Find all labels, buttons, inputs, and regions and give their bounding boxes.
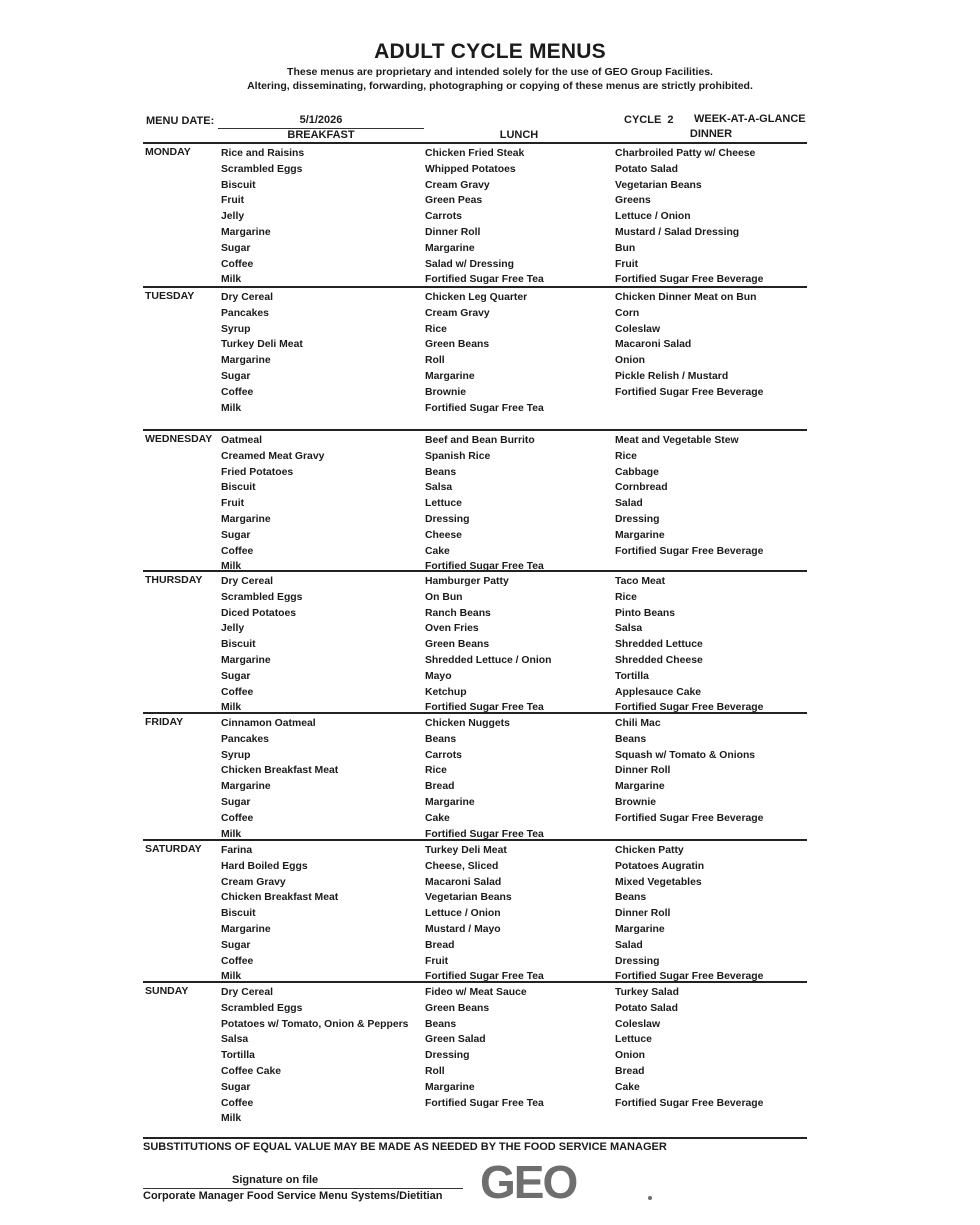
lunch-item: Green Beans [425,339,490,351]
lunch-item: Chicken Fried Steak [425,148,525,159]
lunch-item: Bread [425,781,455,793]
dinner-item: Fortified Sugar Free Beverage [615,274,764,286]
lunch-item: Fortified Sugar Free Tea [425,402,544,414]
day-name: FRIDAY [145,716,184,728]
breakfast-item: Syrup [221,749,251,761]
breakfast-item: Biscuit [221,179,256,191]
signature-value: Signature on file [232,1174,319,1186]
lunch-item: Chicken Leg Quarter [425,292,528,303]
breakfast-list [221,985,408,1127]
lunch-item: Fortified Sugar Free Tea [425,561,544,573]
lunch-item: Turkey Deli Meat [425,845,507,856]
column-header-breakfast: BREAKFAST [287,129,355,141]
geo-logo [478,1158,664,1204]
breakfast-item: Creamed Meat Gravy [221,450,325,462]
dinner-item: Dinner Roll [615,908,671,920]
lunch-item: Cheese [425,529,462,541]
breakfast-item: Margarine [221,226,271,238]
dinner-item: Dressing [615,955,660,967]
breakfast-item: Scrambled Eggs [221,591,303,603]
day-name: SUNDAY [145,985,189,997]
dinner-item: Mixed Vegetables [615,876,702,888]
breakfast-item: Sugar [221,242,251,254]
lunch-list [425,985,544,1111]
dinner-item: Beans [615,733,647,745]
day-name: MONDAY [145,146,191,158]
dinner-list [615,843,763,985]
breakfast-item: Oatmeal [221,435,263,446]
dinner-item: Fortified Sugar Free Beverage [615,545,764,557]
dinner-item: Lettuce / Onion [615,211,691,223]
breakfast-item: Sugar [221,939,251,951]
breakfast-list [221,433,324,575]
breakfast-item: Sugar [221,529,251,541]
dinner-item: Onion [615,1050,646,1062]
dinner-item: Applesauce Cake [615,686,702,698]
dinner-item: Coleslaw [615,323,661,335]
lunch-item: Dressing [425,513,470,525]
breakfast-item: Dry Cereal [221,576,273,587]
breakfast-item: Coffee [221,386,254,398]
lunch-item: Cheese, Sliced [425,860,499,872]
lunch-item: Beans [425,1018,457,1030]
dinner-item: Margarine [615,529,665,541]
dinner-item: Fruit [615,258,639,270]
lunch-item: Roll [425,355,445,367]
lunch-item: Mustard / Mayo [425,923,501,935]
menu-date-value: 5/1/2026 [299,114,343,126]
breakfast-item: Coffee [221,955,254,967]
lunch-item: Brownie [425,386,466,398]
breakfast-item: Fruit [221,195,245,207]
breakfast-list [221,574,302,716]
breakfast-item: Margarine [221,513,271,525]
lunch-item: Roll [425,1065,445,1077]
lunch-item: Green Salad [425,1034,486,1046]
lunch-item: Green Beans [425,1002,490,1014]
lunch-item: Margarine [425,1081,475,1093]
lunch-item: Macaroni Salad [425,876,502,888]
dinner-list [615,716,763,827]
breakfast-item: Pancakes [221,733,269,745]
dinner-item: Coleslaw [615,1018,661,1030]
breakfast-item: Turkey Deli Meat [221,339,303,351]
lunch-item: Cream Gravy [425,307,490,319]
dinner-item: Fortified Sugar Free Beverage [615,386,764,398]
dinner-item: Salad [615,939,643,951]
breakfast-item: Jelly [221,211,245,223]
lunch-item: Hamburger Patty [425,576,509,587]
lunch-item: Salad w/ Dressing [425,258,514,270]
lunch-item: Green Peas [425,195,483,207]
breakfast-item: Dry Cereal [221,292,273,303]
dinner-item: Meat and Vegetable Stew [615,435,739,446]
breakfast-item: Milk [221,1113,242,1125]
dinner-item: Potatoes Augratin [615,860,705,872]
breakfast-item: Fried Potatoes [221,466,294,478]
dinner-item: Tortilla [615,670,649,682]
dinner-item: Brownie [615,796,656,808]
lunch-item: Margarine [425,370,475,382]
lunch-list [425,290,544,416]
dinner-item: Dressing [615,513,660,525]
breakfast-item: Sugar [221,670,251,682]
dinner-list [615,985,763,1111]
breakfast-item: Jelly [221,623,245,635]
breakfast-item: Sugar [221,370,251,382]
lunch-item: On Bun [425,591,463,603]
lunch-item: Spanish Rice [425,450,491,462]
day-name: SATURDAY [145,843,202,855]
lunch-item: Whipped Potatoes [425,163,516,175]
column-header-lunch: LUNCH [499,129,539,141]
dinner-item: Margarine [615,781,665,793]
breakfast-item: Diced Potatoes [221,607,297,619]
breakfast-item: Syrup [221,323,251,335]
dinner-item: Rice [615,450,637,462]
lunch-list [425,146,544,288]
lunch-item: Lettuce / Onion [425,908,501,920]
lunch-list [425,843,544,985]
dinner-list [615,290,763,401]
dinner-list [615,146,763,288]
substitutions-note: SUBSTITUTIONS OF EQUAL VALUE MAY BE MADE AS NEEDED BY THE FOOD SERVICE MANAGER [143,1141,667,1153]
dinner-item: Pickle Relish / Mustard [615,370,729,382]
breakfast-item: Milk [221,561,242,573]
breakfast-item: Coffee [221,258,254,270]
dinner-item: Margarine [615,923,665,935]
dinner-item: Bun [615,242,636,254]
dinner-item: Shredded Cheese [615,654,703,666]
dinner-item: Shredded Lettuce [615,639,703,651]
dinner-item: Cabbage [615,466,659,478]
breakfast-item: Scrambled Eggs [221,1002,303,1014]
dinner-item: Potato Salad [615,1002,678,1014]
day-block-friday [143,712,807,840]
dinner-item: Charbroiled Patty w/ Cheese [615,148,756,159]
breakfast-item: Cream Gravy [221,876,286,888]
dinner-item: Salsa [615,623,643,635]
dinner-item: Fortified Sugar Free Beverage [615,702,764,714]
breakfast-item: Hard Boiled Eggs [221,860,308,872]
day-block-thursday [143,570,807,714]
day-name: THURSDAY [145,574,203,586]
dinner-item: Onion [615,355,646,367]
dinner-item: Greens [615,195,651,207]
menu-date-label: MENU DATE: [146,115,215,127]
breakfast-item: Rice and Raisins [221,148,305,159]
lunch-item: Dinner Roll [425,226,481,238]
breakfast-item: Dry Cereal [221,987,273,998]
breakfast-list [221,843,338,985]
breakfast-item: Margarine [221,781,271,793]
breakfast-item: Scrambled Eggs [221,163,303,175]
lunch-item: Mayo [425,670,452,682]
breakfast-item: Coffee [221,686,254,698]
breakfast-item: Coffee [221,545,254,557]
lunch-item: Cake [425,812,450,824]
dinner-item: Cornbread [615,482,668,494]
breakfast-item: Coffee [221,1097,254,1109]
breakfast-item: Milk [221,828,242,840]
dinner-item: Vegetarian Beans [615,179,702,191]
lunch-item: Beans [425,733,457,745]
lunch-item: Margarine [425,242,475,254]
breakfast-item: Potatoes w/ Tomato, Onion & Peppers [221,1018,409,1030]
dinner-list [615,433,763,559]
day-name: TUESDAY [145,290,195,302]
column-header-dinner: DINNER [689,128,733,140]
breakfast-item: Margarine [221,654,271,666]
breakfast-item: Farina [221,845,253,856]
dinner-item: Fortified Sugar Free Beverage [615,1097,764,1109]
dinner-item: Chili Mac [615,718,661,729]
lunch-item: Cream Gravy [425,179,490,191]
day-block-saturday [143,839,807,983]
lunch-item: Fortified Sugar Free Tea [425,274,544,286]
breakfast-item: Cinnamon Oatmeal [221,718,316,729]
breakfast-item: Sugar [221,796,251,808]
breakfast-item: Chicken Breakfast Meat [221,765,339,777]
lunch-list [425,574,551,716]
lunch-item: Cake [425,545,450,557]
breakfast-item: Milk [221,702,242,714]
lunch-item: Beef and Bean Burrito [425,435,535,446]
lunch-item: Bread [425,939,455,951]
dinner-item: Lettuce [615,1034,652,1046]
week-at-a-glance-label: WEEK-AT-A-GLANCE [694,113,806,125]
dinner-item: Macaroni Salad [615,339,692,351]
lunch-item: Rice [425,323,447,335]
breakfast-item: Coffee [221,812,254,824]
lunch-item: Chicken Nuggets [425,718,510,729]
breakfast-item: Margarine [221,923,271,935]
breakfast-list [221,146,304,288]
lunch-item: Carrots [425,211,462,223]
dinner-item: Fortified Sugar Free Beverage [615,971,764,983]
dinner-item: Chicken Patty [615,845,684,856]
breakfast-item: Sugar [221,1081,251,1093]
lunch-item: Dressing [425,1050,470,1062]
breakfast-item: Chicken Breakfast Meat [221,892,339,904]
dinner-item: Pinto Beans [615,607,676,619]
dinner-item: Squash w/ Tomato & Onions [615,749,756,761]
breakfast-item: Tortilla [221,1050,255,1062]
dinner-item: Rice [615,591,637,603]
day-name: WEDNESDAY [145,433,213,445]
geo-logo-text: GEO [480,1158,577,1204]
dinner-item: Mustard / Salad Dressing [615,226,740,238]
day-block-wednesday [143,429,807,573]
breakfast-item: Biscuit [221,639,256,651]
dinner-item: Salad [615,498,643,510]
breakfast-item: Pancakes [221,307,269,319]
lunch-item: Shredded Lettuce / Onion [425,654,552,666]
lunch-item: Green Beans [425,639,490,651]
lunch-item: Salsa [425,482,453,494]
lunch-item: Fruit [425,955,449,967]
logo-dot-icon [648,1196,652,1200]
dinner-item: Dinner Roll [615,765,671,777]
signature-title: Corporate Manager Food Service Menu Systems/Dietitian [143,1190,443,1202]
breakfast-item: Margarine [221,355,271,367]
breakfast-item: Milk [221,402,242,414]
lunch-item: Vegetarian Beans [425,892,512,904]
day-block-sunday [143,981,807,1125]
breakfast-item: Milk [221,971,242,983]
dinner-item: Fortified Sugar Free Beverage [615,812,764,824]
dinner-item: Taco Meat [615,576,666,587]
signature-rule [143,1188,463,1189]
dinner-item: Beans [615,892,647,904]
lunch-item: Ketchup [425,686,467,698]
lunch-item: Margarine [425,796,475,808]
dinner-item: Bread [615,1065,645,1077]
breakfast-item: Biscuit [221,482,256,494]
lunch-list [425,433,544,575]
page-title: ADULT CYCLE MENUS [374,40,606,63]
cycle-label: CYCLE 2 [624,114,674,126]
breakfast-item: Milk [221,274,242,286]
lunch-item: Fortified Sugar Free Tea [425,971,544,983]
lunch-item: Fortified Sugar Free Tea [425,702,544,714]
breakfast-item: Biscuit [221,908,256,920]
dinner-item: Cake [615,1081,640,1093]
lunch-item: Rice [425,765,447,777]
lunch-item: Carrots [425,749,462,761]
notice-line-2: Altering, disseminating, forwarding, photographing or copying of these menus are strictly prohibited. [247,80,753,92]
breakfast-item: Coffee Cake [221,1065,282,1077]
lunch-item: Fortified Sugar Free Tea [425,1097,544,1109]
dinner-item: Turkey Salad [615,987,679,998]
lunch-list [425,716,544,842]
day-block-tuesday [143,286,807,414]
lunch-item: Oven Fries [425,623,479,635]
dinner-item: Chicken Dinner Meat on Bun [615,292,757,303]
lunch-item: Lettuce [425,498,462,510]
day-block-monday [143,142,807,286]
dinner-list [615,574,763,716]
lunch-item: Fortified Sugar Free Tea [425,828,544,840]
breakfast-item: Fruit [221,498,245,510]
dinner-item: Potato Salad [615,163,678,175]
notice-line-1: These menus are proprietary and intended solely for the use of GEO Group Facilities. [287,66,713,78]
breakfast-list [221,716,338,842]
breakfast-list [221,290,303,416]
lunch-item: Ranch Beans [425,607,491,619]
lunch-item: Fideo w/ Meat Sauce [425,987,527,998]
breakfast-item: Salsa [221,1034,249,1046]
substitutions-rule [143,1137,807,1139]
dinner-item: Corn [615,307,640,319]
lunch-item: Beans [425,466,457,478]
